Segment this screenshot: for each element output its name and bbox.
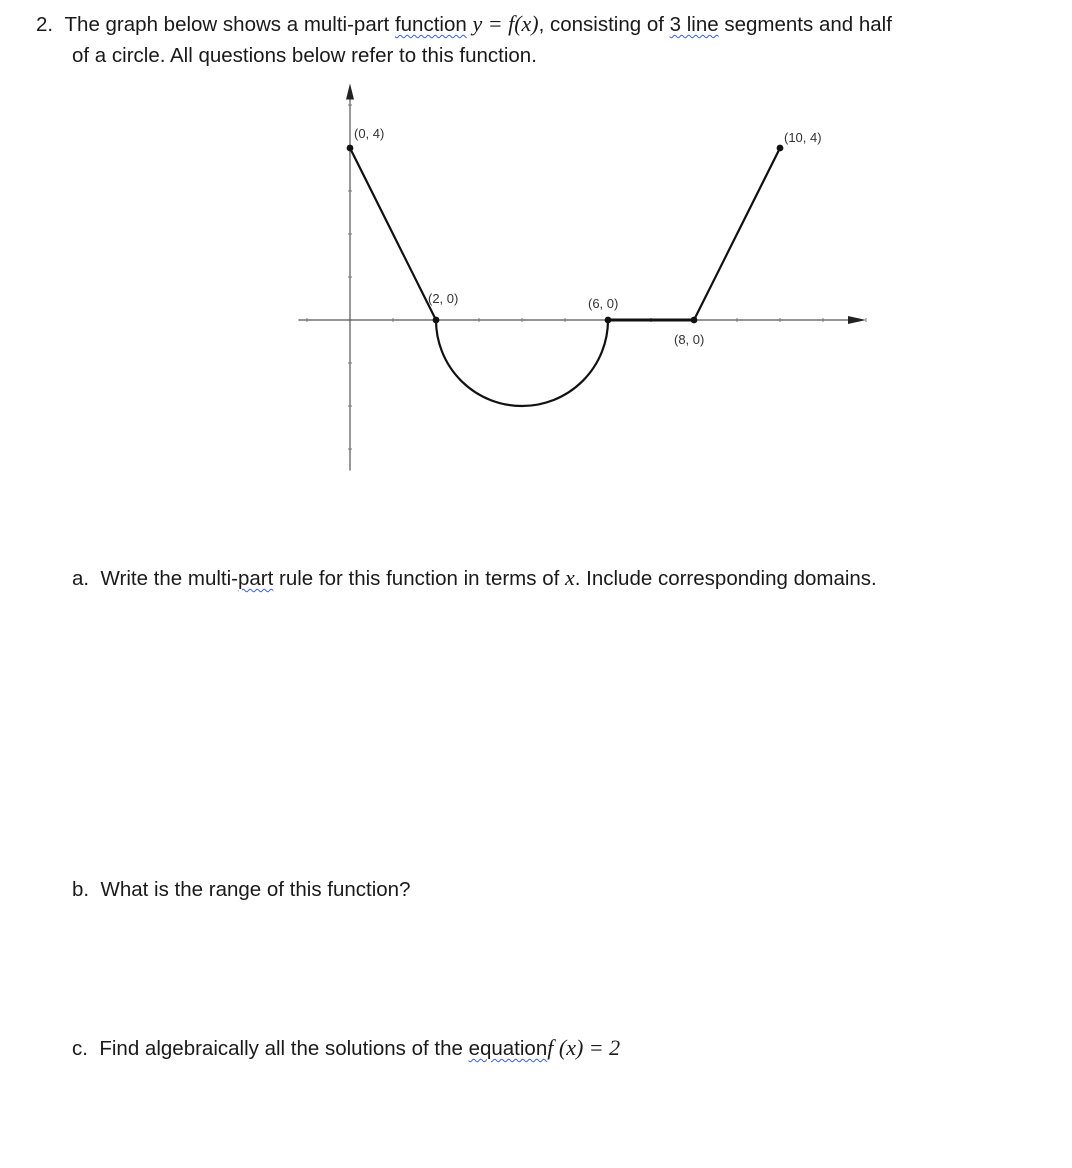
segment-1-line (350, 148, 436, 320)
function-graph (0, 0, 1072, 520)
part-c (72, 1036, 620, 1061)
segments-word: 3 line (669, 13, 719, 36)
part-a-label: a. (72, 567, 90, 590)
axes (298, 84, 866, 471)
part-b-text: What is the range of this function? (100, 878, 411, 901)
question-number: 2. (36, 13, 54, 36)
part-a (72, 566, 877, 591)
part-b-label: b. (72, 878, 90, 901)
question-intro-line-2: of a circle. All questions below refer to this function. (72, 44, 537, 67)
question-intro-text-2: , consisting of (538, 13, 670, 36)
variable-x: x (565, 565, 575, 590)
function-word: function (394, 13, 467, 36)
part-c-label: c. (72, 1037, 88, 1060)
point-label: (10, 4) (784, 130, 822, 145)
part-c-text: Find algebraically all the solutions of the (99, 1037, 469, 1060)
point-label: (0, 4) (354, 126, 385, 141)
point-marker (347, 145, 354, 152)
point-marker (605, 317, 612, 324)
part-a-text-2: rule for this function in terms of (273, 567, 565, 590)
point-label: (8, 0) (674, 332, 705, 347)
y-axis-arrow (346, 84, 354, 100)
part-word: part (237, 567, 274, 590)
equation-math: f (x) = 2 (547, 1035, 621, 1060)
x-axis-arrow (848, 316, 866, 324)
question-intro-text-3: segments and half (718, 13, 892, 36)
point-marker (433, 317, 440, 324)
point-marker (777, 145, 784, 152)
part-a-text-3: . Include corresponding domains. (574, 567, 877, 590)
part-b (72, 878, 410, 902)
function-points (347, 126, 822, 347)
point-label: (2, 0) (428, 291, 459, 306)
question-intro-text-1: The graph below shows a multi-part (64, 13, 395, 36)
equation-word: equation (468, 1037, 548, 1060)
function-curves (350, 148, 780, 406)
part-a-text-1: Write the multi- (100, 567, 238, 590)
point-marker (691, 317, 698, 324)
function-notation: y = f(x) (472, 11, 539, 36)
point-label: (6, 0) (588, 296, 619, 311)
semicircle-arc (436, 320, 608, 406)
segment-3-line (694, 148, 780, 320)
